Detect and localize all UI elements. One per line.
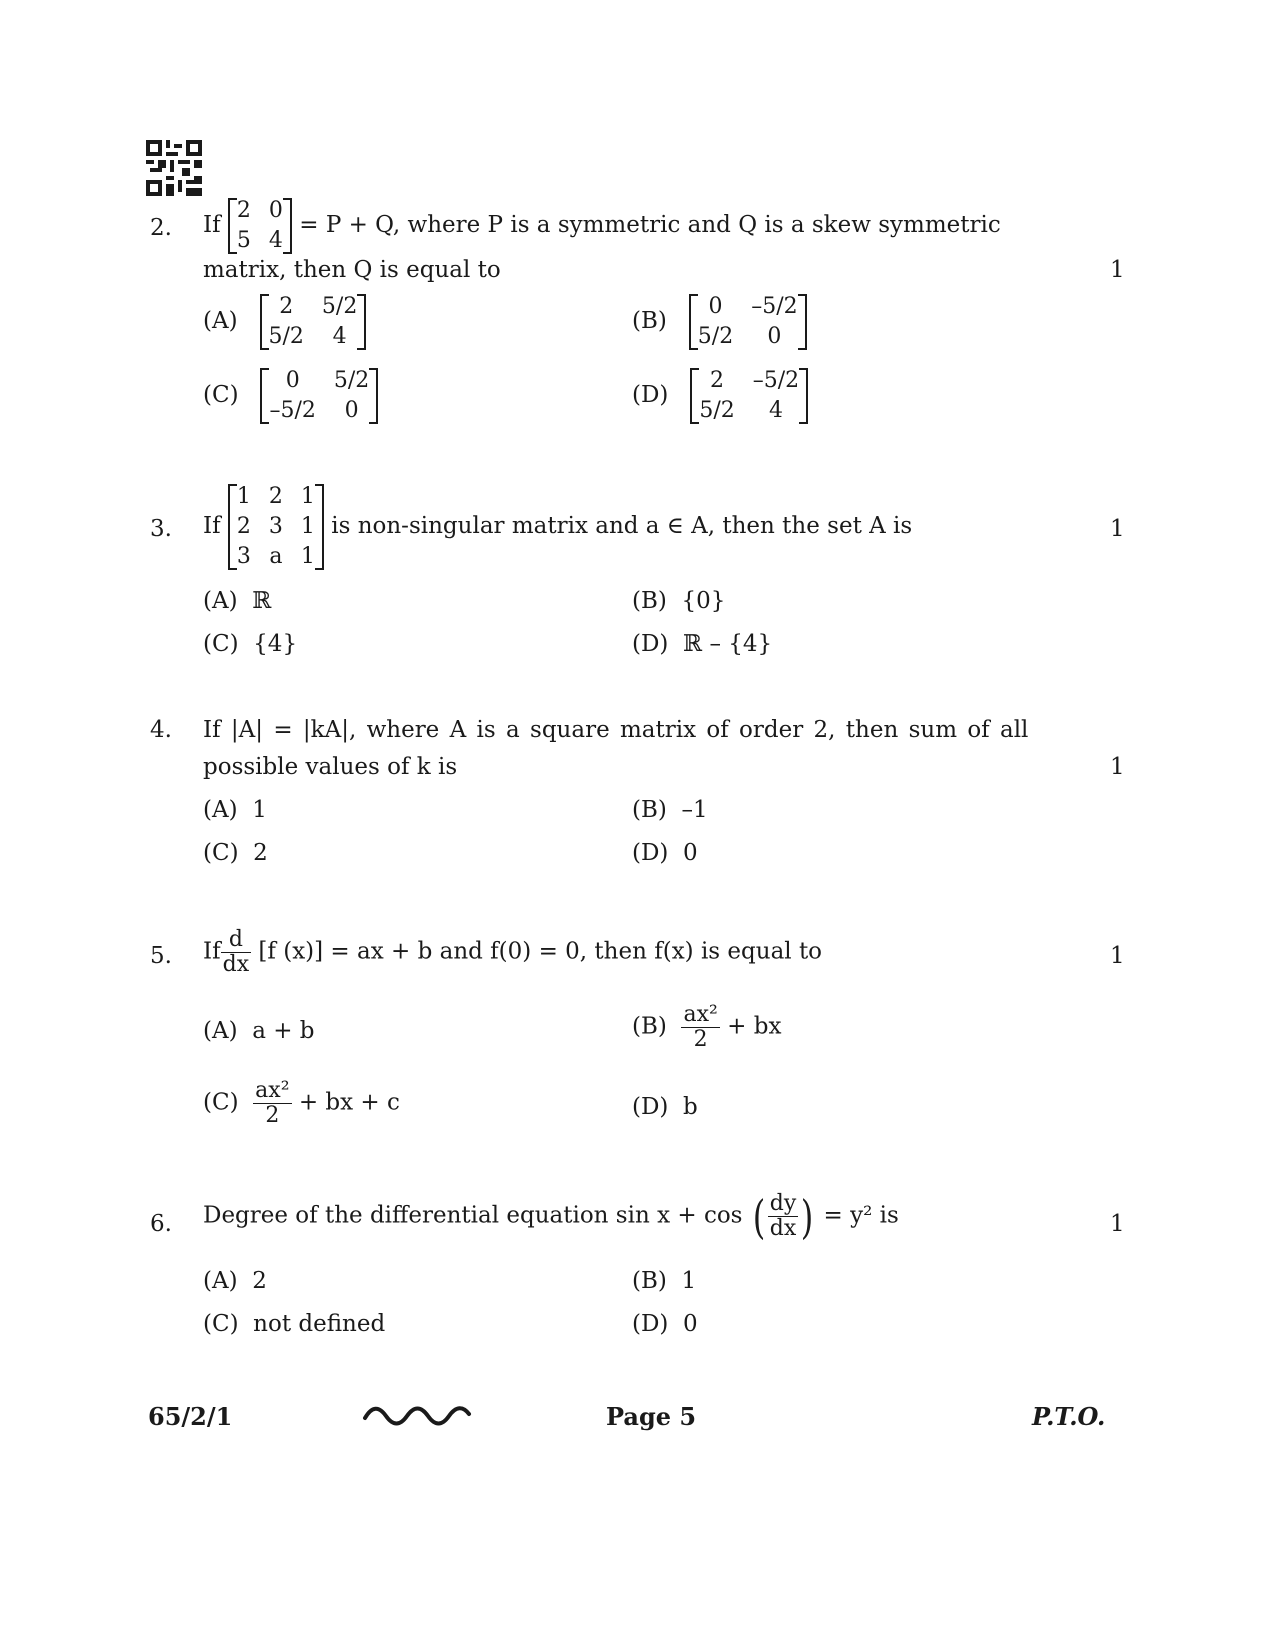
option-c: (C) $\frac{\text{ax²}}{2}$ + bx + c: [203, 1078, 400, 1128]
option-a: (A) a + b: [203, 1018, 315, 1044]
question-stem: [203, 196, 1001, 256]
option-matrix: 0 5/2 –5/2 0: [260, 366, 378, 426]
option-b: (B) 0 –5/2 5/2 0: [632, 292, 807, 352]
question-stem-line2: possible values of k is: [203, 754, 458, 780]
option-b: (B) $\frac{\text{ax²}}{2}$ + bx: [632, 1002, 782, 1052]
qr-code: [146, 140, 202, 196]
page-number: Page 5: [606, 1402, 697, 1431]
option-d: (D) ℝ – {4}: [632, 631, 773, 657]
option-b: (B) {0}: [632, 588, 726, 614]
option-b: (B) 1: [632, 1268, 697, 1294]
question-number: 2.: [150, 215, 172, 241]
option-fraction: $\frac{\text{ax²}}{2}$: [683, 1002, 718, 1052]
stem-rest: is non-singular matrix and a ∈ A, then the set A is: [331, 513, 913, 539]
option-matrix: 2 –5/2 5/2 4: [690, 366, 808, 426]
option-b: (B) –1: [632, 797, 708, 823]
option-a: (A) 2: [203, 1268, 267, 1294]
question-stem: Degree of the differential equation sin x + cos ( $\frac{dy}{dx}$ ) = y² is: [203, 1189, 899, 1244]
option-d: (D) 0: [632, 1311, 698, 1337]
marks: 1: [1110, 943, 1125, 969]
option-a: (A) 2 5/2 5/2 4: [203, 292, 366, 352]
derivative-fraction: $\frac{dy}{dx}$: [769, 1191, 797, 1241]
question-stem-line2: matrix, then Q is equal to: [203, 257, 501, 283]
option-c: (C) not defined: [203, 1311, 386, 1337]
option-d: (D) 0: [632, 840, 698, 866]
marks: 1: [1110, 1211, 1125, 1237]
option-c: (C) {4}: [203, 631, 298, 657]
stem-lead: If: [203, 513, 221, 539]
question-stem: [203, 482, 912, 572]
marks: 1: [1110, 754, 1125, 780]
wave-ornament-icon: [362, 1404, 472, 1432]
question-number: 6.: [150, 1211, 172, 1237]
option-a: (A) ℝ: [203, 588, 272, 614]
stem-matrix: 1 2 1 2 3 1 3 a 1: [228, 482, 324, 572]
question-stem: If |A| = |kA|, where A is a square matrix of order 2, then sum of all: [203, 717, 1029, 743]
option-fraction: $\frac{\text{ax²}}{2}$: [255, 1078, 290, 1128]
stem-matrix: 2 0 5 4: [228, 196, 292, 256]
question-number: 4.: [150, 717, 172, 743]
stem-rest: = P + Q, where P is a symmetric and Q is a skew symmetric: [299, 212, 1001, 238]
question-stem: If $\frac{d}{dx}$ [f (x)] = ax + b and f(0) = 0, then f(x) is equal to: [203, 927, 823, 977]
derivative-fraction: $\frac{d}{dx}$: [222, 927, 250, 977]
option-c: (C) 0 5/2 –5/2 0: [203, 366, 378, 426]
question-number: 5.: [150, 943, 172, 969]
option-d: (D) 2 –5/2 5/2 4: [632, 366, 808, 426]
marks: 1: [1110, 516, 1125, 542]
question-number: 3.: [150, 516, 172, 542]
stem-lead: If: [203, 212, 221, 238]
marks: 1: [1110, 257, 1125, 283]
option-d: (D) b: [632, 1094, 698, 1120]
option-matrix: 0 –5/2 5/2 0: [689, 292, 807, 352]
option-a: (A) 1: [203, 797, 267, 823]
option-c: (C) 2: [203, 840, 268, 866]
pto-label: P.T.O.: [1032, 1402, 1106, 1431]
paper-code: 65/2/1: [148, 1402, 233, 1431]
option-matrix: 2 5/2 5/2 4: [260, 292, 367, 352]
